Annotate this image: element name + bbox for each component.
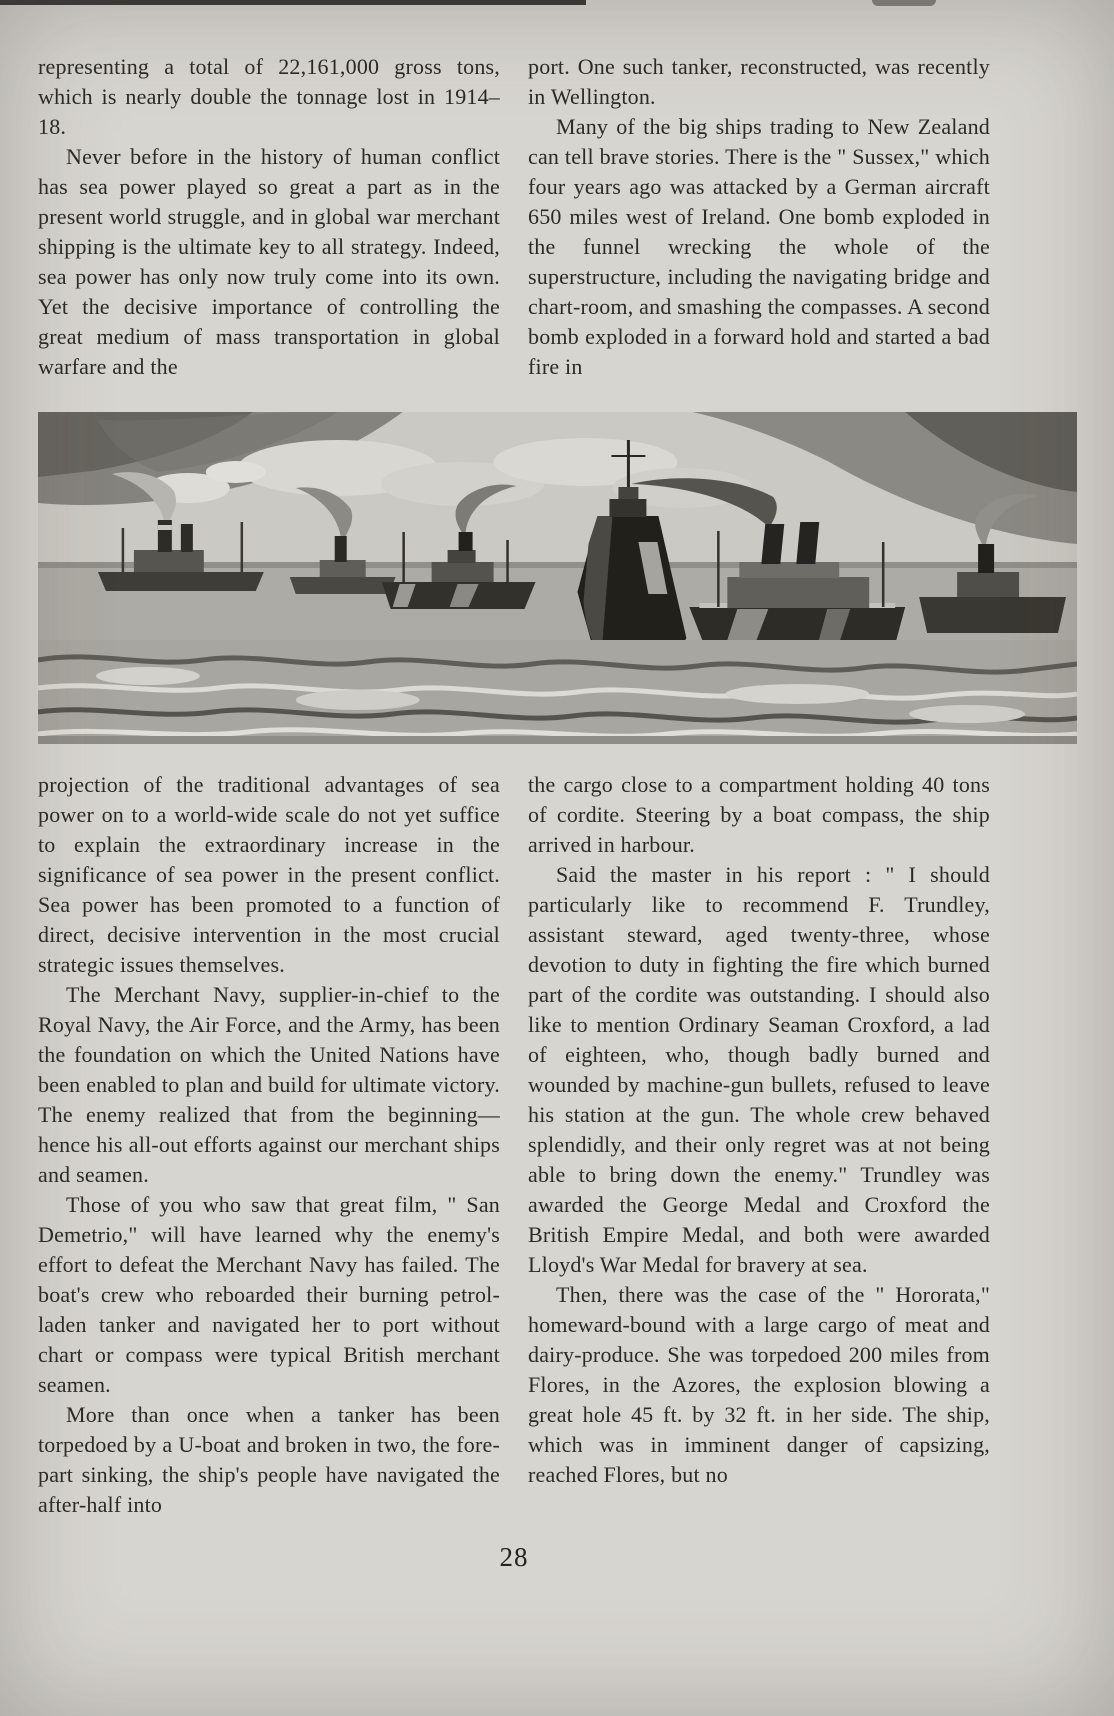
top-left-column xyxy=(38,52,500,382)
paragraph: Said the master in his report : " I should particularly like to recommend F. Trundley, assistant steward, aged twenty-three, whose devotion to duty in fighting the fire which burned part of the cordite was outstanding. I should also like to mention Ordinary Seaman Croxford, a lad of eighteen, who, though badly burned and wounded by machine-gun bullets, refused to leave his station at the gun. The whole crew behaved splendidly, and their only regret was at not being able to bring down the enemy." Trundley was awarded the George Medal and Croxford the British Empire Medal, and both were awarded Lloyd's War Medal for bravery at sea. xyxy=(528,862,990,1277)
top-text-section xyxy=(38,52,990,382)
paragraph: port. One such tanker, reconstructed, was recently in Wellington. xyxy=(528,54,990,109)
paragraph: the cargo close to a compartment holding 40 tons of cordite. Steering by a boat compass, the ship arrived in harbour. xyxy=(528,772,990,857)
paragraph: Never before in the history of human conflict has sea power played so great a part as in the present world struggle, and in global war merchant shipping is the ultimate key to all strategy. Indeed, sea power has only now truly come into its own. Yet the decisive importance of controlling the great medium of mass transportation in global warfare and the xyxy=(38,144,500,379)
paragraph: The Merchant Navy, supplier-in-chief to the Royal Navy, the Air Force, and the Army, has been the foundation on which the United Nations have been enabled to plan and build for ultimate victory. The enemy realized that from the beginning—hence his all-out efforts against our merchant ships and seamen. xyxy=(38,982,500,1187)
scan-edge-artifact-small xyxy=(872,0,936,6)
bottom-left-column xyxy=(38,770,500,1520)
bottom-text-section xyxy=(38,770,990,1520)
page-number: 28 xyxy=(499,1542,529,1572)
merchant-convoy-illustration xyxy=(38,412,1077,744)
scan-edge-artifact xyxy=(0,0,586,5)
paragraph: projection of the traditional advantages of sea power on to a world-wide scale do not yet suffice to explain the extraordinary increase in the significance of sea power in the present conflict. Sea power has been promoted to a function of direct, decisive intervention in the most crucial strategic issues themselves. xyxy=(38,772,500,977)
paragraph: Then, there was the case of the " Hororata," homeward-bound with a large cargo of meat and dairy-produce. She was torpedoed 200 miles from Flores, in the Azores, the explosion blowing a great hole 45 ft. by 32 ft. in her side. The ship, which was in imminent danger of capsizing, reached Flores, but no xyxy=(528,1282,990,1487)
ships-at-sea-drawing xyxy=(38,412,1077,744)
bottom-right-column xyxy=(528,770,990,1520)
paragraph: More than once when a tanker has been torpedoed by a U-boat and broken in two, the fore-part sinking, the ship's people have navigated the after-half into xyxy=(38,1402,500,1517)
paragraph: Many of the big ships trading to New Zealand can tell brave stories. There is the " Sussex," which four years ago was attacked by a German aircraft 650 miles west of Ireland. One bomb exploded in the funnel wrecking the whole of the superstructure, including the navigating bridge and chart-room, and smashing the compasses. A second bomb exploded in a forward hold and started a bad fire in xyxy=(528,114,990,379)
paragraph: Those of you who saw that great film, " San Demetrio," will have learned why the enemy's effort to defeat the Merchant Navy has failed. The boat's crew who reboarded their burning petrol-laden tanker and navigated her to port without chart or compass were typical British merchant seamen. xyxy=(38,1192,500,1397)
paragraph: representing a total of 22,161,000 gross tons, which is nearly double the tonnage lost in 1914–18. xyxy=(38,54,500,139)
top-right-column xyxy=(528,52,990,382)
